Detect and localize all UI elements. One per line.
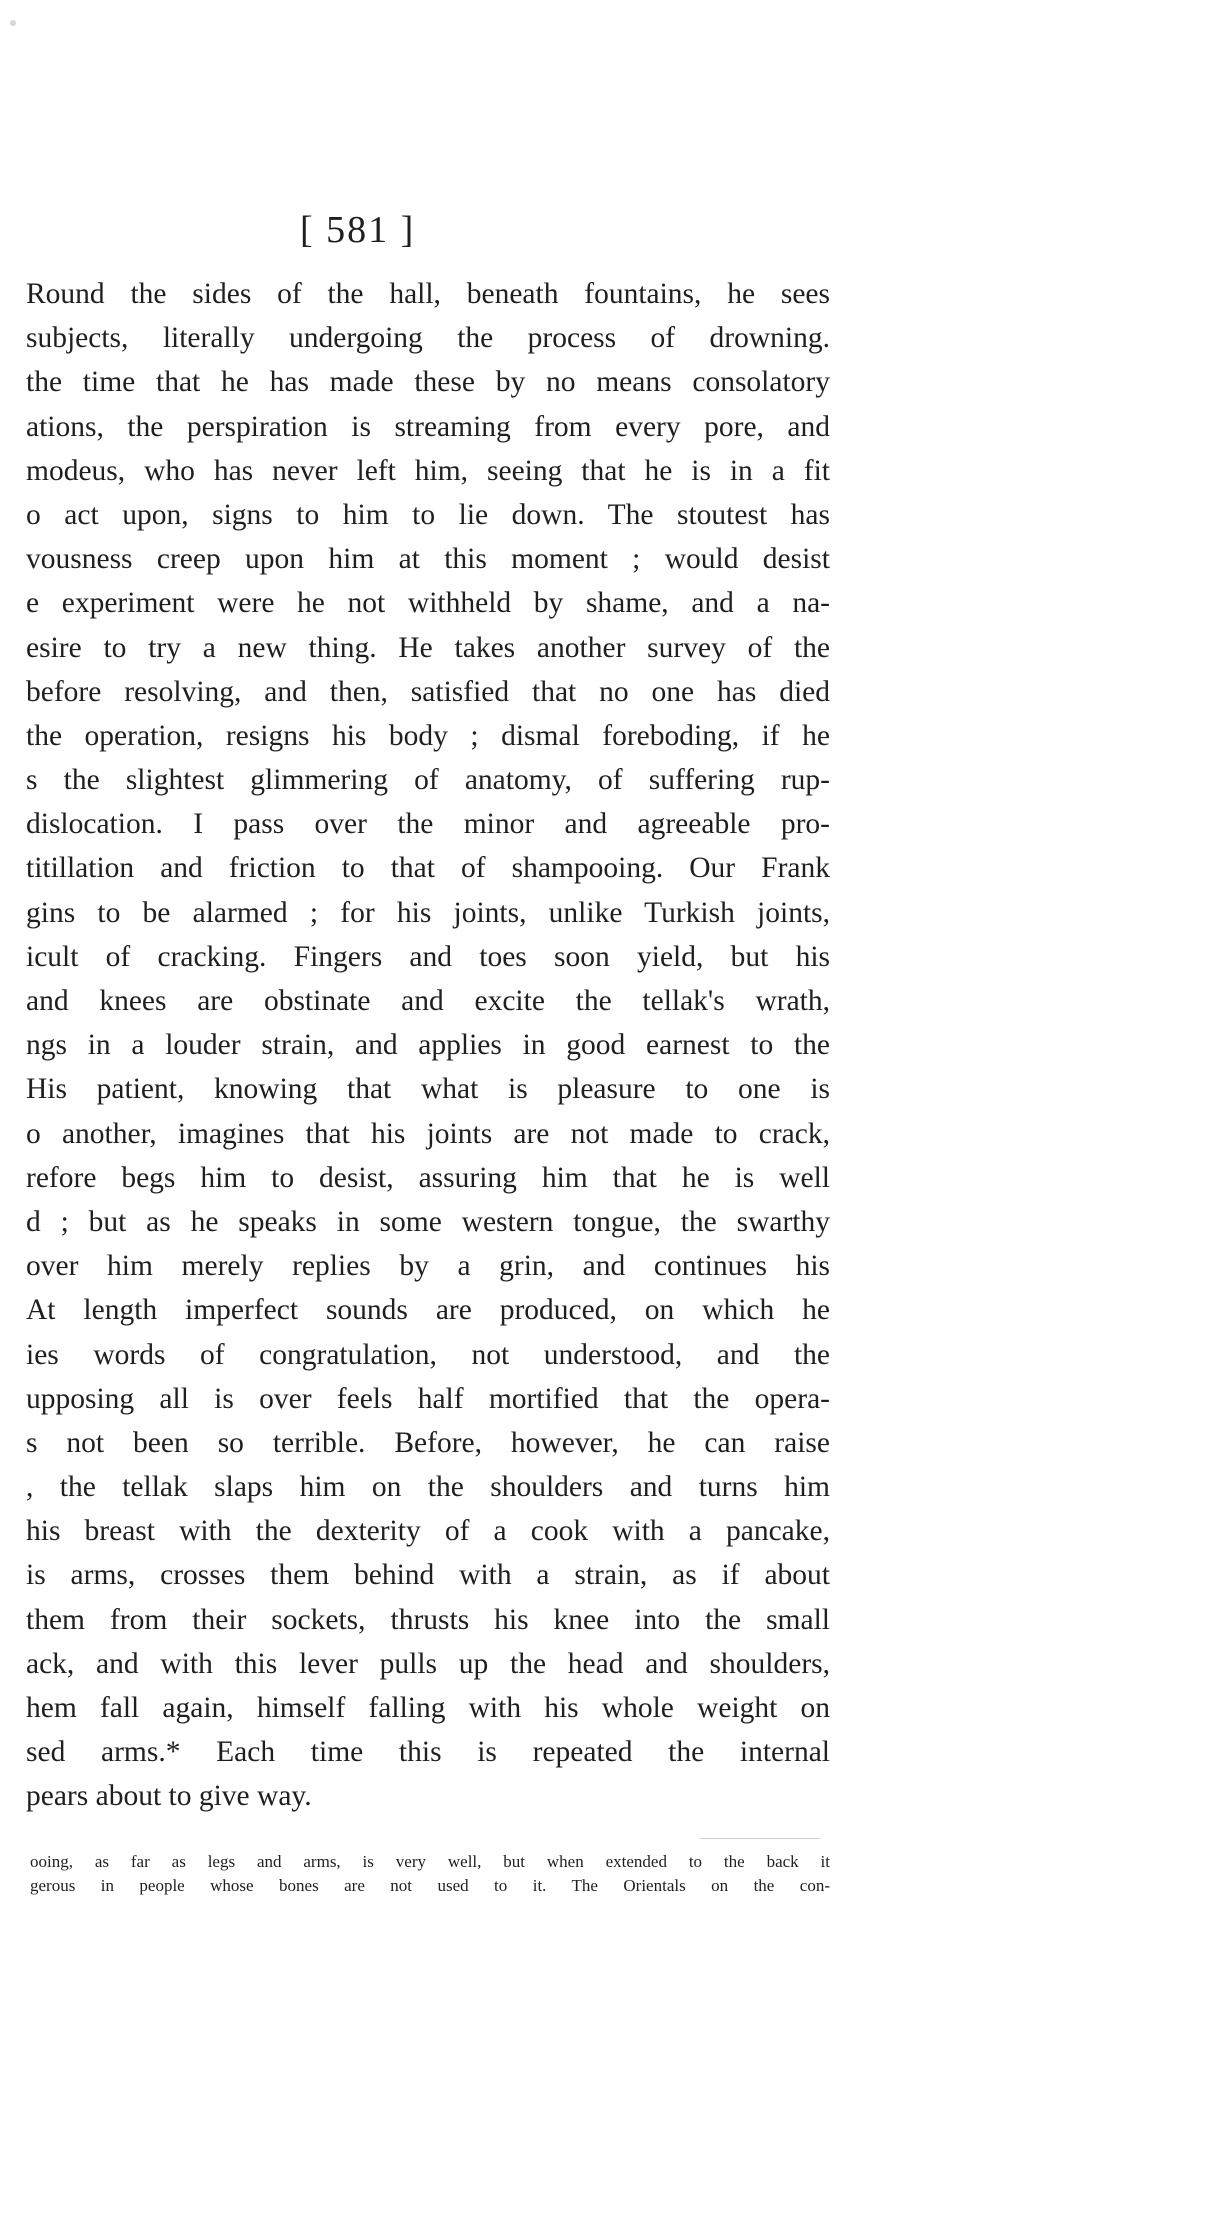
- text-line: refore begs him to desist, assuring him that he is well: [26, 1161, 830, 1194]
- text-line: before resolving, and then, satisfied that no one has died: [26, 675, 830, 708]
- text-line: over him merely replies by a grin, and continues his: [26, 1250, 830, 1283]
- text-line: dislocation. I pass over the minor and agreeable pro-: [26, 808, 830, 841]
- text-line: His patient, knowing that what is pleasure to one is: [26, 1073, 830, 1106]
- text-line: the time that he has made these by no means consolatory: [26, 366, 830, 399]
- footnote: [30, 1850, 830, 1898]
- text-line: ies words of congratulation, not understood, and the: [26, 1338, 830, 1371]
- text-line: and knees are obstinate and excite the tellak's wrath,: [26, 985, 830, 1017]
- footnote-divider: [700, 1838, 820, 1839]
- text-line: them from their sockets, thrusts his knee into the small: [26, 1603, 830, 1636]
- text-line: titillation and friction to that of shampooing. Our Frank: [26, 852, 830, 885]
- text-line: sed arms.* Each time this is repeated the internal: [26, 1736, 830, 1769]
- text-line: , the tellak slaps him on the shoulders and turns him: [26, 1471, 830, 1504]
- text-line: vousness creep upon him at this moment ; would desist: [26, 543, 830, 576]
- text-line: d ; but as he speaks in some western tongue, the swarthy: [26, 1205, 830, 1238]
- text-line: ack, and with this lever pulls up the head and shoulders,: [26, 1647, 830, 1680]
- text-line: ations, the perspiration is streaming from every pore, and: [26, 410, 830, 443]
- text-line: his breast with the dexterity of a cook with a pancake,: [26, 1515, 830, 1548]
- text-line: At length imperfect sounds are produced, on which he: [26, 1294, 830, 1327]
- text-line: pears about to give way.: [26, 1780, 312, 1813]
- text-line: the operation, resigns his body ; dismal foreboding, if he: [26, 719, 830, 752]
- text-line: s not been so terrible. Before, however, he can raise: [26, 1426, 830, 1459]
- footnote-line: gerous in people whose bones are not used to it. The Orientals on the con-: [30, 1876, 830, 1895]
- text-line: gins to be alarmed ; for his joints, unlike Turkish joints,: [26, 896, 830, 929]
- text-line: o another, imagines that his joints are not made to crack,: [26, 1117, 830, 1150]
- footnote-line: ooing, as far as legs and arms, is very well, but when extended to the back it: [30, 1852, 830, 1871]
- text-line: subjects, literally undergoing the process of drowning.: [26, 322, 830, 355]
- text-line: s the slightest glimmering of anatomy, of suffering rup-: [26, 764, 830, 797]
- text-line: e experiment were he not withheld by shame, and a na-: [26, 587, 830, 620]
- paper-speck: [10, 20, 16, 26]
- text-line: modeus, who has never left him, seeing that he is in a fit: [26, 454, 830, 487]
- text-line: esire to try a new thing. He takes another survey of the: [26, 631, 830, 664]
- text-line: is arms, crosses them behind with a strain, as if about: [26, 1559, 830, 1592]
- text-line: o act upon, signs to him to lie down. The stoutest has: [26, 498, 830, 531]
- text-line: icult of cracking. Fingers and toes soon yield, but his: [26, 940, 830, 973]
- text-line: Round the sides of the hall, beneath fountains, he sees: [26, 278, 830, 310]
- body-text: [26, 272, 830, 1819]
- text-line: ngs in a louder strain, and applies in good earnest to the: [26, 1029, 830, 1062]
- page-number: [ 581 ]: [300, 209, 416, 251]
- text-line: hem fall again, himself falling with his whole weight on: [26, 1692, 830, 1724]
- text-line: upposing all is over feels half mortified that the opera-: [26, 1382, 830, 1415]
